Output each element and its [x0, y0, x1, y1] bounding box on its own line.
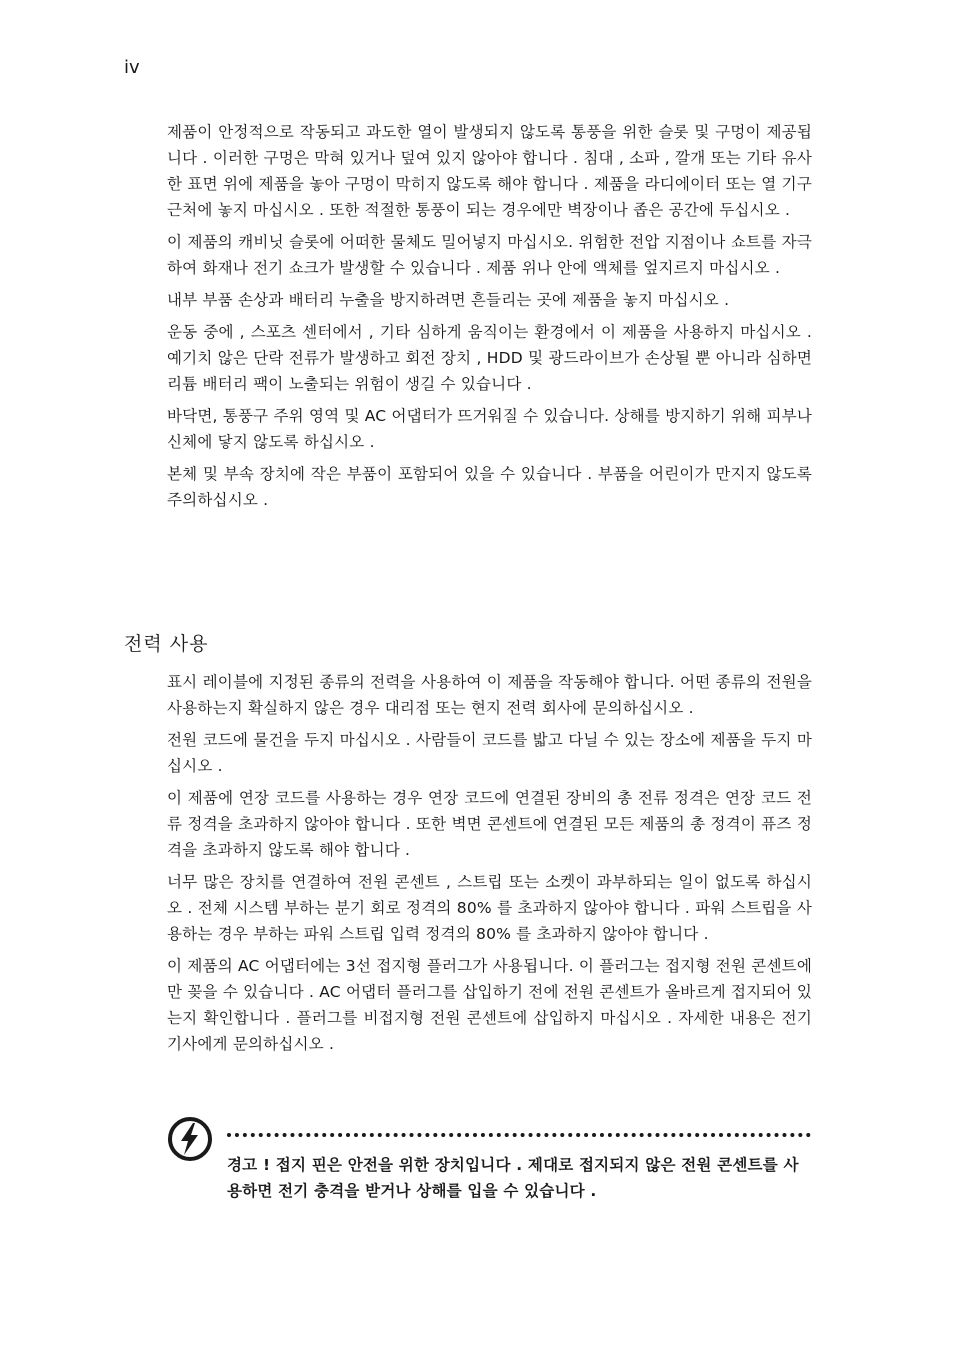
paragraph-extension-cord: 이 제품에 연장 코드를 사용하는 경우 연장 코드에 연결된 장비의 총 전류 정격은 연장 코드 전류 정격을 초과하지 않아야 합니다 . 또한 벽면 콘센트에 연결된 모든 제품의 총 정격이 퓨즈 정격을 초과하지 않도록 해야 합니다 . [167, 789, 812, 859]
paragraph-exercise: 운동 중에 , 스포츠 센터에서 , 기타 심하게 움직이는 환경에서 이 제품을 사용하지 마십시오 . 예기치 않은 단락 전류가 발생하고 회전 장치 , HDD 및 광드라이브가 손상될 뿐 아니라 심하면 리튬 배터리 팩이 노출되는 위험이 생길 수 있습니다 . [167, 323, 812, 393]
paragraph-cabinet-slots: 이 제품의 캐비닛 슬롯에 어떠한 물체도 밀어넣지 마십시오. 위험한 전압 지점이나 쇼트를 자극하여 화재나 전기 쇼크가 발생할 수 있습니다 . 제품 위나 안에 액체를 엎지르지 마십시오 . [167, 233, 812, 277]
section-heading-power: 전력 사용 [124, 633, 209, 655]
paragraph-power-type: 표시 레이블에 지정된 종류의 전력을 사용하여 이 제품을 작동해야 합니다. 어떤 종류의 전원을 사용하는지 확실하지 않은 경우 대리점 또는 현지 전력 회사에 문의하십시오 . [167, 673, 812, 717]
paragraph-grounded-plug: 이 제품의 AC 어댑터에는 3선 접지형 플러그가 사용됩니다. 이 플러그는 접지형 전원 콘센트에만 꽂을 수 있습니다 . AC 어댑터 플러그를 삽입하기 전에 전원 콘센트가 올바르게 접지되어 있는지 확인합니다 . 플러그를 비접지형 전원 콘센트에 삽입하지 마십시오 . 자세한 내용은 전기 기사에게 문의하십시오 . [167, 957, 812, 1053]
paragraph-power-cord: 전원 코드에 물건을 두지 마십시오 . 사람들이 코드를 밟고 다닐 수 있는 장소에 제품을 두지 마십시오 . [167, 731, 812, 775]
paragraph-unstable-surface: 내부 부품 손상과 배터리 누출을 방지하려면 흔들리는 곳에 제품을 놓지 마십시오 . [167, 291, 730, 309]
paragraph-hot-surfaces: 바닥면, 통풍구 주위 영역 및 AC 어댑터가 뜨거워질 수 있습니다. 상해를 방지하기 위해 피부나 신체에 닿지 않도록 하십시오 . [167, 407, 812, 451]
page-number: iv [124, 57, 140, 78]
paragraph-small-parts: 본체 및 부속 장치에 작은 부품이 포함되어 있을 수 있습니다 . 부품을 어린이가 만지지 않도록 주의하십시오 . [167, 465, 812, 509]
ventilation-section [167, 119, 812, 519]
power-section [167, 669, 812, 1063]
lightning-warning-icon [167, 1116, 213, 1162]
warning-block [167, 1116, 812, 1216]
paragraph-ventilation: 제품이 안정적으로 작동되고 과도한 열이 발생되지 않도록 통풍을 위한 슬롯 및 구멍이 제공됩니다 . 이러한 구멍은 막혀 있거나 덮여 있지 않아야 합니다 . 침대 , 소파 , 깔개 또는 기타 유사한 표면 위에 제품을 놓아 구멍이 막히지 않도록 해야 합니다 . 제품을 라디에이터 또는 열 기구 근처에 놓지 마십시오 . 또한 적절한 통풍이 되는 경우에만 벽장이나 좁은 공간에 두십시오 . [167, 123, 812, 219]
warning-text: 경고 ! 접지 핀은 안전을 위한 장치입니다 . 제대로 접지되지 않은 전원 콘센트를 사용하면 전기 충격을 받거나 상해를 입을 수 있습니다 . [227, 1156, 799, 1200]
paragraph-overload: 너무 많은 장치를 연결하여 전원 콘센트 , 스트립 또는 소켓이 과부하되는 일이 없도록 하십시오 . 전체 시스템 부하는 분기 회로 정격의 80% 를 초과하지 않아야 합니다 . 파워 스트립을 사용하는 경우 부하는 파워 스트립 입력 정격의 80% 를 초과하지 않아야 합니다 . [167, 873, 812, 943]
warning-divider [227, 1133, 811, 1137]
